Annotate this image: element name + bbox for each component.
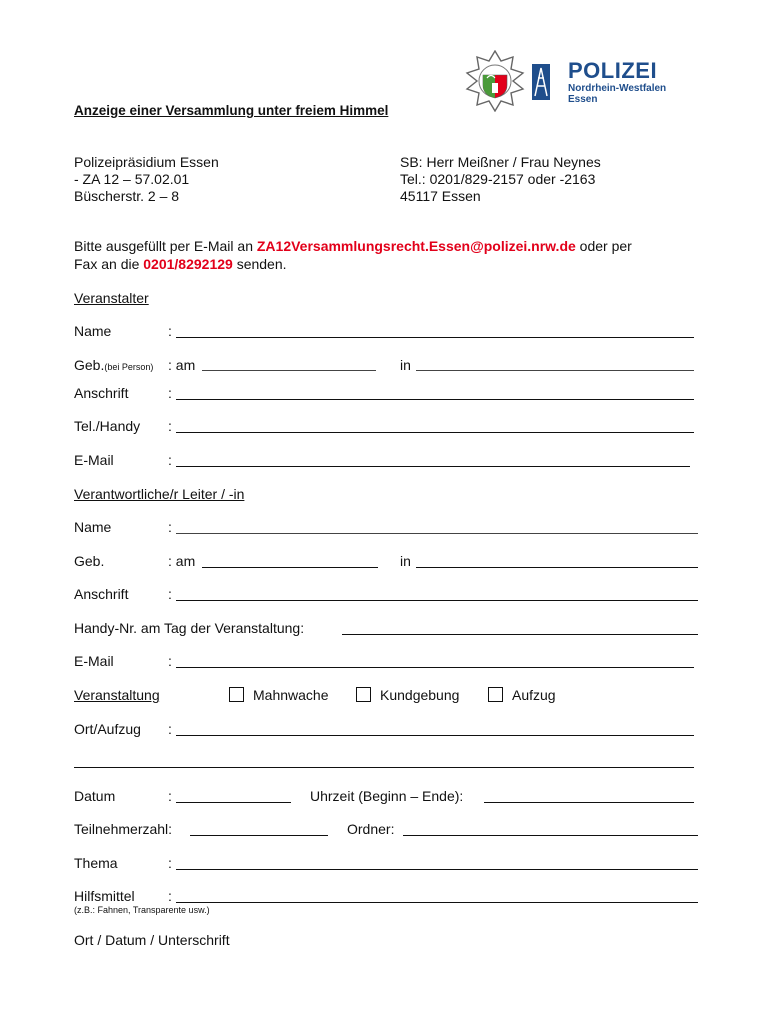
instructions-text: Fax an die	[74, 256, 144, 272]
signature-label: Ort / Datum / Unterschrift	[74, 932, 230, 948]
ort-aufzug-field[interactable]	[176, 735, 694, 736]
veranstalter-email-field[interactable]	[176, 466, 690, 467]
colon: :	[168, 323, 172, 339]
document-title: Anzeige einer Versammlung unter freiem Himmel	[74, 103, 389, 118]
thema-label: Thema	[74, 855, 118, 871]
colon: :	[168, 519, 172, 535]
leiter-anschrift-field[interactable]	[176, 600, 698, 601]
veranstalter-anschrift-field[interactable]	[176, 399, 694, 400]
logo-title: POLIZEI	[568, 58, 658, 83]
ordner-field[interactable]	[403, 835, 698, 836]
checkbox-mahnwache-label: Mahnwache	[253, 687, 329, 703]
section-heading-veranstaltung: Veranstaltung	[74, 687, 160, 703]
instructions-line-1	[74, 238, 632, 254]
logo-subtitle-city: Essen	[568, 94, 598, 105]
ort-aufzug-label: Ort/Aufzug	[74, 721, 141, 737]
veranstalter-name-label: Name	[74, 323, 112, 339]
colon: :	[168, 788, 172, 804]
instructions-line-2	[74, 256, 287, 272]
in-label: in	[400, 357, 411, 373]
address-right-line: Tel.: 0201/829-2157 oder -2163	[400, 171, 596, 187]
hilfsmittel-note: (z.B.: Fahnen, Transparente usw.)	[74, 905, 210, 915]
colon: :	[168, 452, 172, 468]
instructions-text: oder per	[575, 238, 632, 254]
checkbox-mahnwache[interactable]	[229, 687, 244, 702]
leiter-name-label: Name	[74, 519, 112, 535]
teilnehmerzahl-field[interactable]	[190, 835, 328, 836]
colon: :	[168, 385, 172, 401]
hilfsmittel-field[interactable]	[176, 902, 698, 903]
leiter-geb-date-field[interactable]	[202, 567, 378, 568]
teilnehmerzahl-label: Teilnehmerzahl:	[74, 821, 173, 837]
uhrzeit-label: Uhrzeit (Beginn – Ende):	[310, 788, 464, 804]
colon: :	[168, 888, 172, 904]
veranstalter-name-field[interactable]	[176, 337, 694, 338]
veranstalter-anschrift-label: Anschrift	[74, 385, 129, 401]
leiter-geb-label: Geb.	[74, 553, 105, 569]
checkbox-aufzug-label: Aufzug	[512, 687, 556, 703]
instructions-text: Bitte ausgefüllt per E-Mail an	[74, 238, 257, 254]
address-left-line: Büscherstr. 2 – 8	[74, 188, 180, 204]
hilfsmittel-label: Hilfsmittel	[74, 888, 135, 904]
section-heading-veranstalter: Veranstalter	[74, 290, 149, 306]
leiter-handy-label: Handy-Nr. am Tag der Veranstaltung:	[74, 620, 305, 636]
fax-number: 0201/8292129	[143, 256, 233, 272]
police-star-icon	[462, 50, 552, 112]
geb-note: (bei Person)	[104, 362, 154, 372]
datum-label: Datum	[74, 788, 116, 804]
veranstalter-geb-date-field[interactable]	[202, 370, 376, 371]
address-right-line: 45117 Essen	[400, 188, 481, 204]
veranstalter-tel-label: Tel./Handy	[74, 418, 141, 434]
leiter-email-field[interactable]	[176, 667, 694, 668]
uhrzeit-field[interactable]	[484, 802, 694, 803]
ordner-label: Ordner:	[347, 821, 395, 837]
checkbox-kundgebung-label: Kundgebung	[380, 687, 460, 703]
colon: :	[168, 586, 172, 602]
veranstalter-email-label: E-Mail	[74, 452, 114, 468]
address-left-line: - ZA 12 – 57.02.01	[74, 171, 190, 187]
leiter-name-field[interactable]	[176, 533, 698, 534]
veranstalter-geb-label	[74, 357, 153, 375]
address-left	[74, 154, 219, 205]
section-heading-leiter: Verantwortliche/r Leiter / -in	[74, 486, 245, 502]
leiter-handy-field[interactable]	[342, 634, 698, 635]
colon: :	[168, 855, 172, 871]
veranstalter-tel-field[interactable]	[176, 432, 694, 433]
colon: :	[168, 418, 172, 434]
datum-field[interactable]	[176, 802, 291, 803]
veranstalter-geb-place-field[interactable]	[416, 370, 694, 371]
leiter-email-label: E-Mail	[74, 653, 114, 669]
leiter-anschrift-label: Anschrift	[74, 586, 129, 602]
police-logo	[462, 50, 572, 112]
colon: :	[168, 653, 172, 669]
address-right-line: SB: Herr Meißner / Frau Neynes	[400, 154, 601, 170]
leiter-geb-place-field[interactable]	[416, 567, 698, 568]
address-left-line: Polizeipräsidium Essen	[74, 154, 219, 170]
ort-aufzug-field-continued[interactable]	[74, 767, 694, 768]
instructions-text: senden.	[232, 256, 287, 272]
geb-text: Geb.	[74, 357, 105, 373]
checkbox-kundgebung[interactable]	[356, 687, 371, 702]
am-label: : am	[168, 357, 196, 373]
am-label: : am	[168, 553, 196, 569]
in-label: in	[400, 553, 411, 569]
logo-subtitle-region: Nordrhein-Westfalen	[568, 83, 667, 94]
email-link[interactable]: ZA12Versammlungsrecht.Essen@polizei.nrw.de	[256, 238, 576, 254]
colon: :	[168, 721, 172, 737]
checkbox-aufzug[interactable]	[488, 687, 503, 702]
thema-field[interactable]	[176, 869, 698, 870]
address-right	[400, 154, 601, 205]
